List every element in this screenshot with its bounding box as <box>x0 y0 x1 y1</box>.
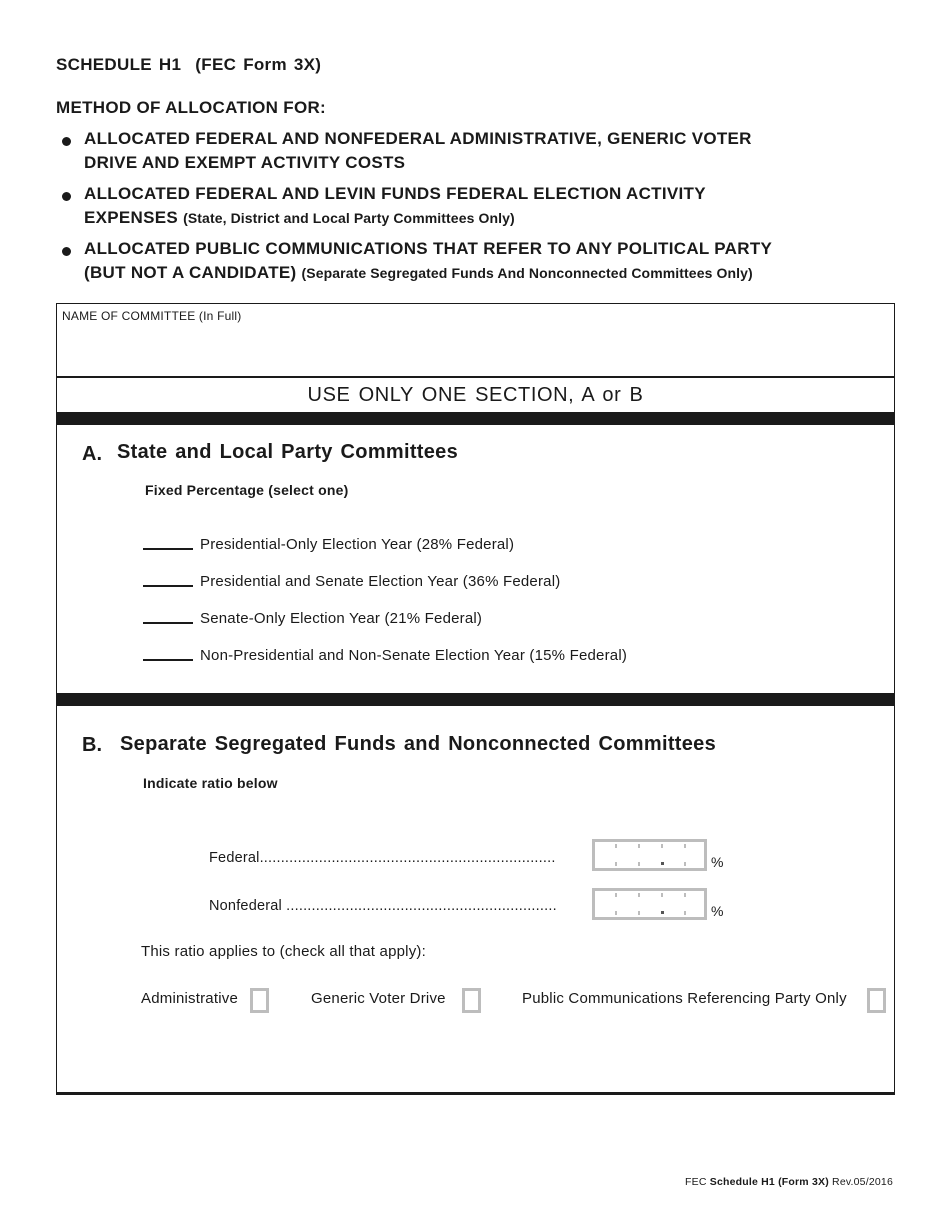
section-a-divider <box>56 412 895 425</box>
section-b-subtitle: Indicate ratio below <box>143 775 278 791</box>
section-b-divider <box>56 693 895 706</box>
bullet-3-line-2-text: (BUT NOT A CANDIDATE) <box>84 263 297 282</box>
bullet-3-note: (Separate Segregated Funds And Nonconnected Committees Only) <box>301 265 753 281</box>
bullet-icon <box>62 247 71 256</box>
checkbox-generic-voter-drive[interactable] <box>462 988 481 1013</box>
footer-prefix: FEC <box>685 1176 707 1188</box>
checkbox-administrative-label: Administrative <box>141 990 238 1007</box>
checkbox-generic-voter-drive-label: Generic Voter Drive <box>311 990 446 1007</box>
section-b-title: Separate Segregated Funds and Nonconnected Committees <box>120 733 717 755</box>
bullet-1-line-2: DRIVE AND EXEMPT ACTIVITY COSTS <box>84 153 406 172</box>
bullet-3-line-1: ALLOCATED PUBLIC COMMUNICATIONS THAT REFER TO ANY POLITICAL PARTY <box>84 239 773 258</box>
option-3-label: Senate-Only Election Year (21% Federal) <box>200 610 483 627</box>
method-heading: METHOD OF ALLOCATION FOR: <box>56 98 327 117</box>
federal-ratio-input[interactable] <box>592 839 707 871</box>
bullet-2-note: (State, District and Local Party Committees Only) <box>183 210 515 226</box>
committee-name-input[interactable] <box>62 328 888 372</box>
bullet-2-line-2-text: EXPENSES <box>84 208 179 227</box>
bullet-3-line-2 <box>84 263 753 283</box>
nonfederal-percent-sign: % <box>711 903 724 919</box>
federal-percent-sign: % <box>711 854 724 870</box>
federal-label: Federal...................................................................... <box>209 850 556 866</box>
section-a-title: State and Local Party Committees <box>117 441 459 463</box>
section-a-letter: A. <box>82 443 102 465</box>
checkbox-administrative[interactable] <box>250 988 269 1013</box>
bullet-2-line-2 <box>84 208 515 228</box>
bullet-icon <box>62 192 71 201</box>
option-4-label: Non-Presidential and Non-Senate Election Year (15% Federal) <box>200 647 628 664</box>
option-3-blank[interactable] <box>143 622 193 624</box>
checkbox-public-communications[interactable] <box>867 988 886 1013</box>
footer <box>685 1176 893 1188</box>
nonfederal-ratio-input[interactable] <box>592 888 707 920</box>
divider <box>56 376 895 378</box>
nonfederal-label: Nonfederal ................................................................ <box>209 898 557 914</box>
use-only-notice: USE ONLY ONE SECTION, A or B <box>307 384 644 406</box>
option-4-blank[interactable] <box>143 659 193 661</box>
footer-form-name: Schedule H1 (Form 3X) <box>709 1176 829 1188</box>
checkbox-public-communications-label: Public Communications Referencing Party Only <box>522 990 847 1007</box>
applies-to-label: This ratio applies to (check all that apply): <box>141 943 426 960</box>
bullet-icon <box>62 137 71 146</box>
committee-name-label: NAME OF COMMITTEE (In Full) <box>62 309 242 323</box>
option-2-blank[interactable] <box>143 585 193 587</box>
section-b-letter: B. <box>82 734 102 756</box>
bullet-1-line-1: ALLOCATED FEDERAL AND NONFEDERAL ADMINISTRATIVE, GENERIC VOTER <box>84 129 752 148</box>
option-1-blank[interactable] <box>143 548 193 550</box>
option-1-label: Presidential-Only Election Year (28% Federal) <box>200 536 515 553</box>
bullet-2-line-1: ALLOCATED FEDERAL AND LEVIN FUNDS FEDERAL ELECTION ACTIVITY <box>84 184 706 203</box>
footer-revision: Rev.05/2016 <box>832 1176 893 1188</box>
section-a-subtitle: Fixed Percentage (select one) <box>145 482 349 498</box>
option-2-label: Presidential and Senate Election Year (36% Federal) <box>200 573 561 590</box>
form-title: SCHEDULE H1 (FEC Form 3X) <box>56 55 322 74</box>
